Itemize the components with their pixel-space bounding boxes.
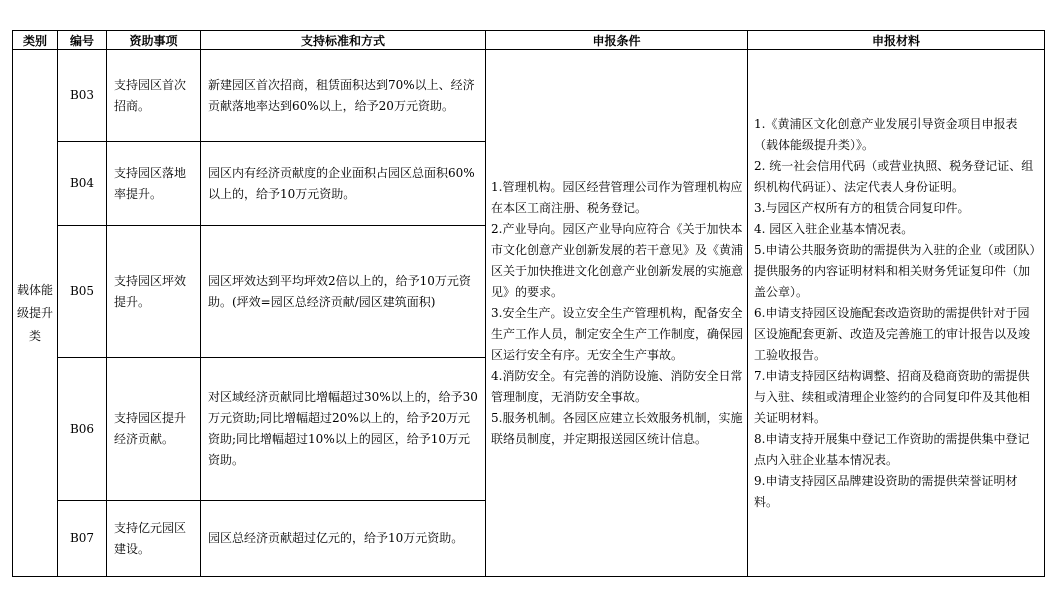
item-cell: 支持园区首次招商。 [107, 50, 201, 142]
header-code: 编号 [58, 31, 107, 50]
item-cell: 支持园区坪效提升。 [107, 226, 201, 358]
item-cell: 支持园区落地率提升。 [107, 142, 201, 226]
condition-item: 1.管理机构。园区经营管理公司作为管理机构应在本区工商注册、税务登记。 [491, 179, 743, 215]
conditions-cell [486, 50, 748, 577]
code-cell: B04 [58, 142, 107, 226]
category-cell: 载体能级提升类 [13, 50, 58, 577]
condition-item: 3.安全生产。设立安全生产管理机构，配备安全生产工作人员，制定安全生产工作制度，确保园区运行安全有序。无安全生产事故。 [491, 305, 744, 362]
header-materials: 申报材料 [748, 31, 1045, 50]
material-item: 9.申请支持园区品牌建设资助的需提供荣誉证明材料。 [754, 473, 1018, 509]
standard-cell: 新建园区首次招商，租赁面积达到70%以上、经济贡献落地率达到60%以上，给予20万元资助。 [201, 50, 486, 142]
code-cell: B07 [58, 501, 107, 577]
standard-cell: 园区内有经济贡献度的企业面积占园区总面积60%以上的，给予10万元资助。 [201, 142, 486, 226]
material-item: 3.与园区产权所有方的租赁合同复印件。 [754, 200, 970, 215]
funding-table [12, 30, 1045, 577]
condition-item: 2.产业导向。园区产业导向应符合《关于加快本市文化创意产业创新发展的若干意见》及《黄浦区关于加快推进文化创意产业创新发展的实施意见》的要求。 [491, 221, 744, 299]
material-item: 7.申请支持园区结构调整、招商及稳商资助的需提供与入驻、续租或清理企业签约的合同复印件及其他相关证明材料。 [754, 368, 1031, 425]
header-category: 类别 [13, 31, 58, 50]
material-item: 5.申请公共服务资助的需提供为入驻的企业（或团队）提供服务的内容证明材料和相关财务凭证复印件（加盖公章）。 [754, 242, 1036, 299]
code-cell: B05 [58, 226, 107, 358]
code-cell: B06 [58, 358, 107, 501]
header-row [13, 31, 1045, 50]
standard-cell: 对区域经济贡献同比增幅超过30%以上的，给予30万元资助;同比增幅超过20%以上的，给予20万元资助;同比增幅超过10%以上的园区，给予10万元资助。 [201, 358, 486, 501]
material-item: 2. 统一社会信用代码（或营业执照、税务登记证、组织机构代码证）、法定代表人身份证明。 [754, 158, 1034, 194]
material-item: 8.申请支持开展集中登记工作资助的需提供集中登记点内入驻企业基本情况表。 [754, 431, 1030, 467]
item-cell: 支持亿元园区建设。 [107, 501, 201, 577]
header-conditions: 申报条件 [486, 31, 748, 50]
standard-cell: 园区坪效达到平均坪效2倍以上的，给予10万元资助。(坪效=园区总经济贡献/园区建筑面积) [201, 226, 486, 358]
condition-item: 5.服务机制。各园区应建立长效服务机制，实施联络员制度，并定期报送园区统计信息。 [491, 410, 743, 446]
header-item: 资助事项 [107, 31, 201, 50]
material-item: 6.申请支持园区设施配套改造资助的需提供针对于园区设施配套更新、改造及完善施工的审计报告以及竣工验收报告。 [754, 305, 1031, 362]
material-item: 1.《黄浦区文化创意产业发展引导资金项目申报表（载体能级提升类）》。 [754, 116, 1018, 152]
table-row [13, 50, 1045, 142]
item-cell: 支持园区提升经济贡献。 [107, 358, 201, 501]
condition-item: 4.消防安全。有完善的消防设施、消防安全日常管理制度，无消防安全事故。 [491, 368, 743, 404]
header-standard: 支持标准和方式 [201, 31, 486, 50]
material-item: 4. 园区入驻企业基本情况表。 [754, 221, 914, 236]
materials-cell [748, 50, 1045, 577]
code-cell: B03 [58, 50, 107, 142]
standard-cell: 园区总经济贡献超过亿元的，给予10万元资助。 [201, 501, 486, 577]
